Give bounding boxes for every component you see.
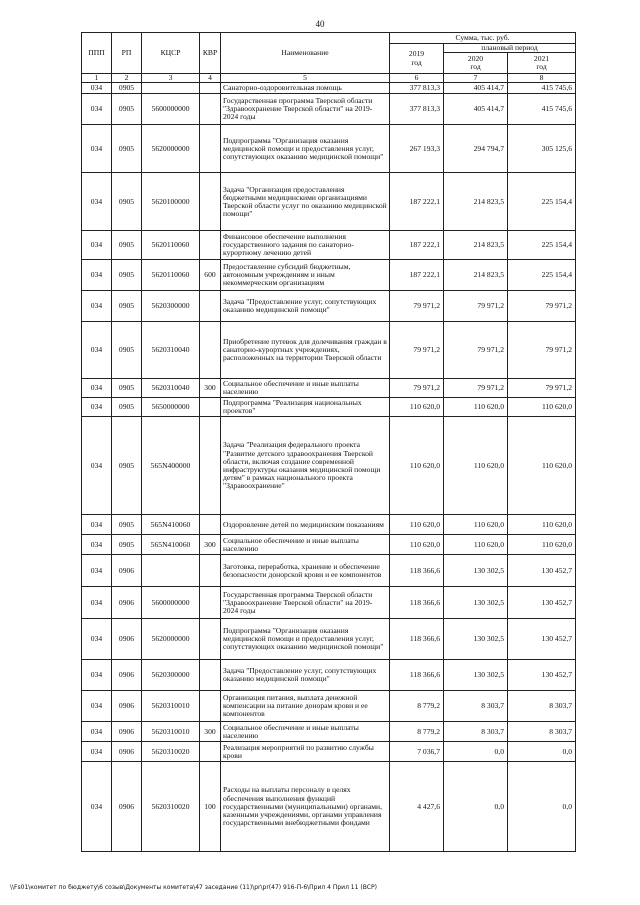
kcsr-cell: 5620300000 [142, 660, 200, 691]
rp-cell: 0905 [112, 291, 142, 322]
kcsr-cell: 565N410060 [142, 515, 200, 535]
amount-2021-cell: 130 452,7 [508, 587, 576, 619]
amount-2019-cell: 110 620,0 [390, 398, 444, 417]
ppp-cell: 034 [82, 691, 112, 722]
kvr-cell: 600 [200, 260, 221, 291]
amount-2019-cell: 79 971,2 [390, 291, 444, 322]
ppp-cell: 034 [82, 83, 112, 94]
amount-2020-cell: 79 971,2 [444, 379, 508, 398]
kvr-cell [200, 94, 221, 125]
amount-2019-cell: 110 620,0 [390, 535, 444, 555]
column-number: 7 [444, 74, 508, 83]
name-cell: Финансовое обеспечение выполнения государственного задания по санаторно-курортному лечению детей [221, 231, 390, 260]
table-row [82, 619, 576, 660]
name-cell: Санаторно-оздоровительная помощь [221, 83, 390, 94]
table-row [82, 660, 576, 691]
kvr-cell [200, 619, 221, 660]
table-row [82, 587, 576, 619]
amount-2020-cell: 0,0 [444, 762, 508, 852]
kcsr-cell: 5620300000 [142, 291, 200, 322]
table-row [82, 515, 576, 535]
header-name: Наименование [221, 33, 390, 74]
name-cell: Социальное обеспечение и иные выплаты населению [221, 722, 390, 742]
table-row [82, 535, 576, 555]
rp-cell: 0906 [112, 587, 142, 619]
rp-cell: 0906 [112, 555, 142, 587]
rp-cell: 0906 [112, 762, 142, 852]
table-row [82, 742, 576, 762]
header-year-2020: 2020 год [444, 53, 508, 74]
name-cell: Предоставление субсидий бюджетным, автономным учреждениям и иным некоммерческим организациям [221, 260, 390, 291]
kvr-cell: 300 [200, 379, 221, 398]
rp-cell: 0905 [112, 83, 142, 94]
amount-2020-cell: 214 823,5 [444, 173, 508, 231]
column-number: 8 [508, 74, 576, 83]
column-number: 6 [390, 74, 444, 83]
ppp-cell: 034 [82, 173, 112, 231]
name-cell: Реализация мероприятий по развитию службы крови [221, 742, 390, 762]
ppp-cell: 034 [82, 722, 112, 742]
amount-2019-cell: 110 620,0 [390, 417, 444, 515]
rp-cell: 0906 [112, 691, 142, 722]
name-cell: Социальное обеспечение и иные выплаты населению [221, 379, 390, 398]
amount-2019-cell: 118 366,6 [390, 660, 444, 691]
kcsr-cell: 5600000000 [142, 94, 200, 125]
kcsr-cell: 5620000000 [142, 619, 200, 660]
table-row [82, 291, 576, 322]
name-cell: Задача "Организация предоставления бюджетными медицинскими организациями Тверской области услуг по оказанию медицинской помощи" [221, 173, 390, 231]
kvr-cell [200, 555, 221, 587]
amount-2019-cell: 8 779,2 [390, 691, 444, 722]
table-body [82, 83, 576, 852]
table-row [82, 83, 576, 94]
footer-file-path: \\Fs01\комитет по бюджету\6 созыв\Документы комитета\47 заседание (11)\pr\pr(47) 916-П-6\Прил 4 Прил 11 (ВСР) [10, 884, 377, 891]
table-row [82, 231, 576, 260]
ppp-cell: 034 [82, 619, 112, 660]
kcsr-cell: 5620310020 [142, 742, 200, 762]
ppp-cell: 034 [82, 379, 112, 398]
amount-2020-cell: 79 971,2 [444, 322, 508, 379]
rp-cell: 0906 [112, 619, 142, 660]
kcsr-cell: 5620310040 [142, 322, 200, 379]
table-row [82, 417, 576, 515]
rp-cell: 0906 [112, 722, 142, 742]
amount-2020-cell: 8 303,7 [444, 722, 508, 742]
ppp-cell: 034 [82, 260, 112, 291]
amount-2021-cell: 0,0 [508, 762, 576, 852]
amount-2020-cell: 130 302,5 [444, 587, 508, 619]
amount-2021-cell: 225 154,4 [508, 260, 576, 291]
kcsr-cell: 5620110060 [142, 260, 200, 291]
ppp-cell: 034 [82, 322, 112, 379]
kcsr-cell [142, 83, 200, 94]
page-number: 40 [315, 19, 325, 29]
amount-2019-cell: 118 366,6 [390, 587, 444, 619]
name-cell: Подпрограмма "Организация оказания медицинской помощи и предоставления услуг, сопутствующих оказанию медицинской помощи" [221, 619, 390, 660]
amount-2020-cell: 405 414,7 [444, 94, 508, 125]
table-row [82, 398, 576, 417]
amount-2020-cell: 8 303,7 [444, 691, 508, 722]
rp-cell: 0905 [112, 231, 142, 260]
table-row [82, 379, 576, 398]
amount-2021-cell: 225 154,4 [508, 173, 576, 231]
rp-cell: 0905 [112, 535, 142, 555]
ppp-cell: 034 [82, 660, 112, 691]
amount-2020-cell: 130 302,5 [444, 619, 508, 660]
name-cell: Организация питания, выплата денежной компенсации на питание донорам крови и ее компонентов [221, 691, 390, 722]
rp-cell: 0905 [112, 398, 142, 417]
amount-2021-cell: 110 620,0 [508, 535, 576, 555]
kvr-cell [200, 125, 221, 173]
header-rp: РП [112, 33, 142, 74]
column-number: 2 [112, 74, 142, 83]
table-row [82, 173, 576, 231]
header-year-2019: 2019 год [390, 44, 444, 74]
column-number: 3 [142, 74, 200, 83]
kvr-cell [200, 291, 221, 322]
amount-2019-cell: 110 620,0 [390, 515, 444, 535]
amount-2021-cell: 79 971,2 [508, 322, 576, 379]
amount-2019-cell: 187 222,1 [390, 260, 444, 291]
header-kcsr: КЦСР [142, 33, 200, 74]
kvr-cell: 300 [200, 722, 221, 742]
amount-2020-cell: 79 971,2 [444, 291, 508, 322]
header-year-2021: 2021 год [508, 53, 576, 74]
amount-2020-cell: 214 823,5 [444, 231, 508, 260]
rp-cell: 0905 [112, 125, 142, 173]
amount-2019-cell: 118 366,6 [390, 555, 444, 587]
kvr-cell [200, 173, 221, 231]
name-cell: Оздоровление детей по медицинским показаниям [221, 515, 390, 535]
amount-2020-cell: 130 302,5 [444, 555, 508, 587]
name-cell: Государственная программа Тверской области "Здравоохранение Тверской области" на 2019-2024 годы [221, 587, 390, 619]
amount-2021-cell: 305 125,6 [508, 125, 576, 173]
rp-cell: 0905 [112, 260, 142, 291]
kcsr-cell: 5620310010 [142, 722, 200, 742]
table-row [82, 555, 576, 587]
amount-2021-cell: 8 303,7 [508, 691, 576, 722]
rp-cell: 0906 [112, 742, 142, 762]
amount-2021-cell: 130 452,7 [508, 619, 576, 660]
amount-2019-cell: 377 813,3 [390, 94, 444, 125]
amount-2020-cell: 405 414,7 [444, 83, 508, 94]
rp-cell: 0905 [112, 94, 142, 125]
amount-2020-cell: 294 794,7 [444, 125, 508, 173]
amount-2019-cell: 4 427,6 [390, 762, 444, 852]
kvr-cell [200, 322, 221, 379]
name-cell: Социальное обеспечение и иные выплаты населению [221, 535, 390, 555]
kcsr-cell: 5620110060 [142, 231, 200, 260]
name-cell: Задача "Реализация федерального проекта "Развитие детского здравоохранения Тверской области, включая создание современной инфраструктуры оказания медицинской помощи детям" в рамках национального проекта "Здравоохранение" [221, 417, 390, 515]
ppp-cell: 034 [82, 398, 112, 417]
kvr-cell [200, 660, 221, 691]
amount-2019-cell: 79 971,2 [390, 322, 444, 379]
kvr-cell [200, 691, 221, 722]
amount-2021-cell: 0,0 [508, 742, 576, 762]
kvr-cell [200, 398, 221, 417]
ppp-cell: 034 [82, 515, 112, 535]
amount-2019-cell: 267 193,3 [390, 125, 444, 173]
table-row [82, 691, 576, 722]
kvr-cell [200, 515, 221, 535]
table-row [82, 94, 576, 125]
table-row [82, 762, 576, 852]
ppp-cell: 034 [82, 742, 112, 762]
header-sum: Сумма, тыс. руб. [390, 33, 576, 44]
name-cell: Приобретение путевок для долечивания граждан в санаторно-курортных учреждениях, расположенных на территории Тверской области [221, 322, 390, 379]
amount-2019-cell: 8 779,2 [390, 722, 444, 742]
amount-2020-cell: 0,0 [444, 742, 508, 762]
ppp-cell: 034 [82, 231, 112, 260]
amount-2021-cell: 225 154,4 [508, 231, 576, 260]
ppp-cell: 034 [82, 417, 112, 515]
kvr-cell [200, 83, 221, 94]
column-number: 5 [221, 74, 390, 83]
column-number: 1 [82, 74, 112, 83]
amount-2021-cell: 415 745,6 [508, 94, 576, 125]
kcsr-cell: 5620100000 [142, 173, 200, 231]
amount-2020-cell: 130 302,5 [444, 660, 508, 691]
name-cell: Подпрограмма "Организация оказания медицинской помощи и предоставления услуг, сопутствующих оказанию медицинской помощи" [221, 125, 390, 173]
kvr-cell [200, 742, 221, 762]
rp-cell: 0906 [112, 660, 142, 691]
amount-2019-cell: 118 366,6 [390, 619, 444, 660]
amount-2019-cell: 187 222,1 [390, 231, 444, 260]
amount-2021-cell: 79 971,2 [508, 291, 576, 322]
amount-2020-cell: 110 620,0 [444, 417, 508, 515]
table-row [82, 125, 576, 173]
ppp-cell: 034 [82, 535, 112, 555]
amount-2019-cell: 377 813,3 [390, 83, 444, 94]
amount-2019-cell: 79 971,2 [390, 379, 444, 398]
ppp-cell: 034 [82, 94, 112, 125]
amount-2020-cell: 110 620,0 [444, 398, 508, 417]
budget-table [81, 32, 576, 852]
column-number: 4 [200, 74, 221, 83]
kcsr-cell: 5620310020 [142, 762, 200, 852]
table-row [82, 722, 576, 742]
ppp-cell: 034 [82, 555, 112, 587]
amount-2019-cell: 187 222,1 [390, 173, 444, 231]
name-cell: Задача "Предоставление услуг, сопутствующих оказанию медицинской помощи" [221, 291, 390, 322]
table-row [82, 322, 576, 379]
kcsr-cell: 5620310010 [142, 691, 200, 722]
header-kvr: КВР [200, 33, 221, 74]
name-cell: Подпрограмма "Реализация национальных проектов" [221, 398, 390, 417]
ppp-cell: 034 [82, 125, 112, 173]
ppp-cell: 034 [82, 762, 112, 852]
column-number-row [82, 74, 576, 83]
amount-2020-cell: 110 620,0 [444, 535, 508, 555]
amount-2021-cell: 79 971,2 [508, 379, 576, 398]
kcsr-cell: 5600000000 [142, 587, 200, 619]
kcsr-cell [142, 555, 200, 587]
rp-cell: 0905 [112, 322, 142, 379]
header-ppp: ППП [82, 33, 112, 74]
kvr-cell [200, 417, 221, 515]
amount-2021-cell: 110 620,0 [508, 515, 576, 535]
header-planned-period: плановый период [444, 44, 576, 53]
rp-cell: 0905 [112, 515, 142, 535]
kvr-cell: 100 [200, 762, 221, 852]
kcsr-cell: 5620310040 [142, 379, 200, 398]
ppp-cell: 034 [82, 587, 112, 619]
amount-2021-cell: 130 452,7 [508, 660, 576, 691]
name-cell: Расходы на выплаты персоналу в целях обеспечения выполнения функций государственными (муниципальными) органами, казенными учреждениями, органами управления государственными внебюджетными фондами [221, 762, 390, 852]
name-cell: Задача "Предоставление услуг, сопутствующих оказанию медицинской помощи" [221, 660, 390, 691]
amount-2021-cell: 415 745,6 [508, 83, 576, 94]
amount-2019-cell: 7 036,7 [390, 742, 444, 762]
kcsr-cell: 565N410060 [142, 535, 200, 555]
kcsr-cell: 5620000000 [142, 125, 200, 173]
kcsr-cell: 565N400000 [142, 417, 200, 515]
amount-2021-cell: 8 303,7 [508, 722, 576, 742]
amount-2020-cell: 214 823,5 [444, 260, 508, 291]
table-row [82, 260, 576, 291]
amount-2020-cell: 110 620,0 [444, 515, 508, 535]
kvr-cell: 300 [200, 535, 221, 555]
kcsr-cell: 5650000000 [142, 398, 200, 417]
rp-cell: 0905 [112, 173, 142, 231]
amount-2021-cell: 110 620,0 [508, 398, 576, 417]
kvr-cell [200, 587, 221, 619]
amount-2021-cell: 110 620,0 [508, 417, 576, 515]
name-cell: Заготовка, переработка, хранение и обеспечение безопасности донорской крови и ее компонентов [221, 555, 390, 587]
rp-cell: 0905 [112, 417, 142, 515]
name-cell: Государственная программа Тверской области "Здравоохранение Тверской области" на 2019-2024 годы [221, 94, 390, 125]
kvr-cell [200, 231, 221, 260]
rp-cell: 0905 [112, 379, 142, 398]
amount-2021-cell: 130 452,7 [508, 555, 576, 587]
ppp-cell: 034 [82, 291, 112, 322]
